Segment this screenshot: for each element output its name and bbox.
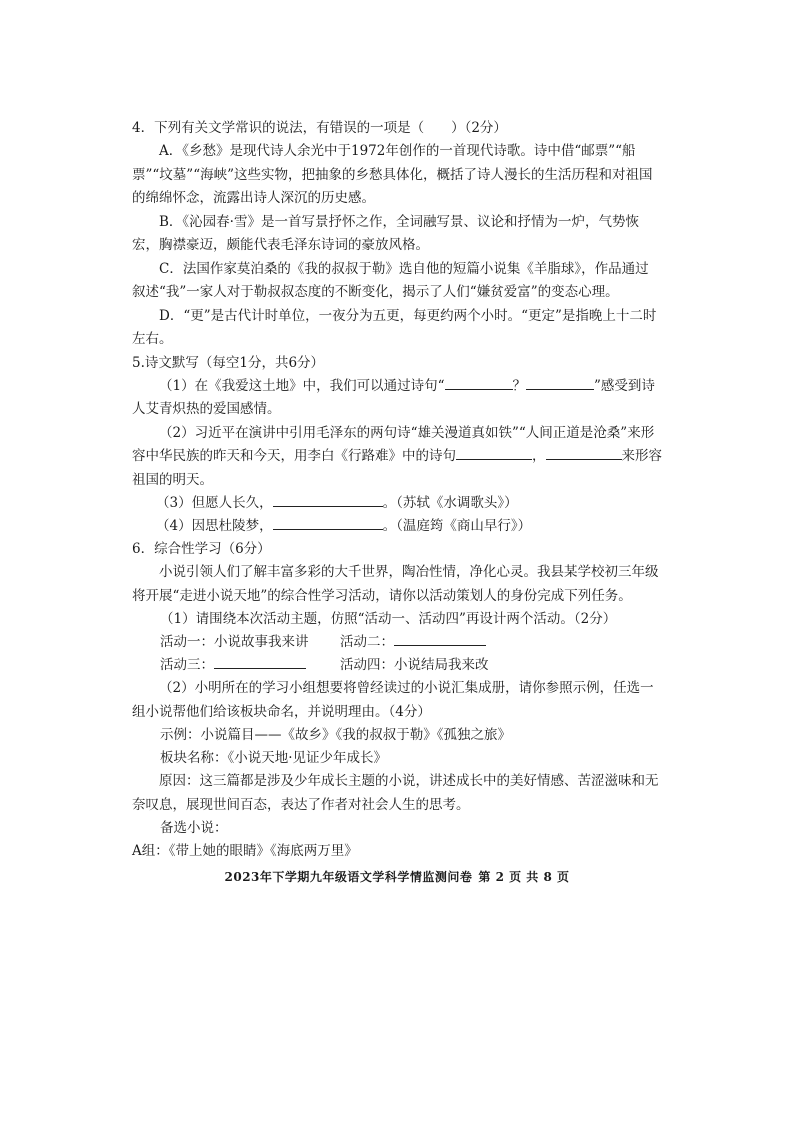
q6-intro: 小说引领人们了解丰富多彩的大千世界，陶冶性情，净化心灵。我县某学校初三年级将开展“走进小说天地”的综合性学习活动，请你以活动策划人的身份完成下列任务。 [132,564,659,604]
q5-item-2 [132,422,662,493]
answer-blank[interactable] [526,375,594,390]
q5-item-2-text-c: 来形容祖国的明天。 [132,448,662,488]
activity-two-blank[interactable] [394,631,486,646]
q5-item-4 [132,515,662,538]
q6-reason: 原因：这三篇都是涉及少年成长主题的小说，讲述成长中的美好情感、苦涩滋味和无奈叹息，展现世间百态，表达了作者对社会人生的思考。 [132,773,659,813]
q4-option-c: C．法国作家莫泊桑的《我的叔叔于勒》选自他的短篇小说集《羊脂球》，作品通过叙述“我”一家人对于勒叔叔态度的不断变化，揭示了人们“嫌贫爱富”的变态心理。 [132,260,649,300]
q5-item-1-text-c: ”感受到诗人艾青炽热的爱国感情。 [132,377,655,417]
q5-item-2-text-b: ， [532,448,546,464]
q6-activities-row-1 [132,631,662,654]
answer-blank[interactable] [273,492,383,507]
q6-activities-row-2 [132,654,662,677]
q6-task-1: （1）请围绕本次活动主题，仿照“活动一、活动四”再设计两个活动。（2分） [160,611,617,627]
q5-item-3-text-b: 。（苏轼《水调歌头》） [382,495,518,511]
q6-group-a: A组：《带上她的眼睛》《海底两万里》 [132,843,358,859]
q6-section-name: 板块名称：《小说天地·见证少年成长》 [160,750,388,766]
q6-example: 示例：小说篇目——《故乡》《我的叔叔于勒》《孤独之旅》 [160,727,511,743]
q6-backup-label: 备选小说： [160,820,228,836]
answer-blank[interactable] [273,515,383,530]
activity-two-label: 活动二： [340,634,394,650]
q4-option-d: D．“更”是古代计时单位，一夜分为五更，每更约两个小时。“更定”是指晚上十二时左右。 [132,307,657,347]
q4-option-a: A．《乡愁》是现代诗人余光中于1972年创作的一首现代诗歌。诗中借“邮票”“船票”“坟墓”“海峡”这些实物，把抽象的乡愁具体化，概括了诗人漫长的生活历程和对祖国的绵绵怀念，流露出诗人深沉的历史感。 [132,143,653,206]
activity-three-blank[interactable] [214,654,306,669]
q5-item-3 [132,492,662,515]
q5-item-1 [132,375,662,422]
activity-three-wrap [160,654,340,677]
page-footer [0,868,794,885]
q5-item-4-text-b: 。（温庭筠《商山早行》） [382,518,532,534]
activity-four: 活动四：小说结局我来改 [340,657,489,673]
answer-blank[interactable] [546,445,622,460]
q6-task-2: （2）小明所在的学习小组想要将曾经读过的小说汇集成册，请你参照示例，任选一组小说帮他们给该板块命名，并说明理由。（4分） [132,680,654,720]
q5-item-1-text-b: ？ [512,377,526,394]
activity-one: 活动一：小说故事我来讲 [160,634,309,650]
q5-item-2-text-a: （2）习近平在演讲中引用毛泽东的两句诗“雄关漫道真如铁”“人间正道是沧桑”来形容中华民族的昨天和今天，用李白《行路难》中的诗句 [132,424,655,464]
activity-three-label: 活动三： [160,657,214,673]
answer-blank[interactable] [456,445,532,460]
exam-title: 2023年下学期九年级语文学科学情监测问卷 [224,870,473,884]
q4-option-b: B．《沁园春·雪》是一首写景抒怀之作，全词融写景、议论和抒情为一炉，气势恢宏，胸襟豪迈，颇能代表毛泽东诗词的豪放风格。 [132,213,639,253]
q6-title: 6．综合性学习（6分） [132,541,271,557]
page-number: 第 2 页 共 8 页 [478,870,570,884]
q5-item-1-text-a: （1）在《我爱这土地》中，我们可以通过诗句“ [159,377,445,394]
q5-item-3-text-a: （3）但愿人长久， [156,495,273,511]
q5-title: 5.诗文默写（每空1分，共6分） [132,354,325,371]
q5-item-4-text-a: （4）因思杜陵梦， [156,518,273,534]
answer-blank[interactable] [445,375,513,390]
question-content [132,117,662,863]
q4-stem: 4．下列有关文学常识的说法，有错误的一项是（ ）（2分） [132,120,507,136]
